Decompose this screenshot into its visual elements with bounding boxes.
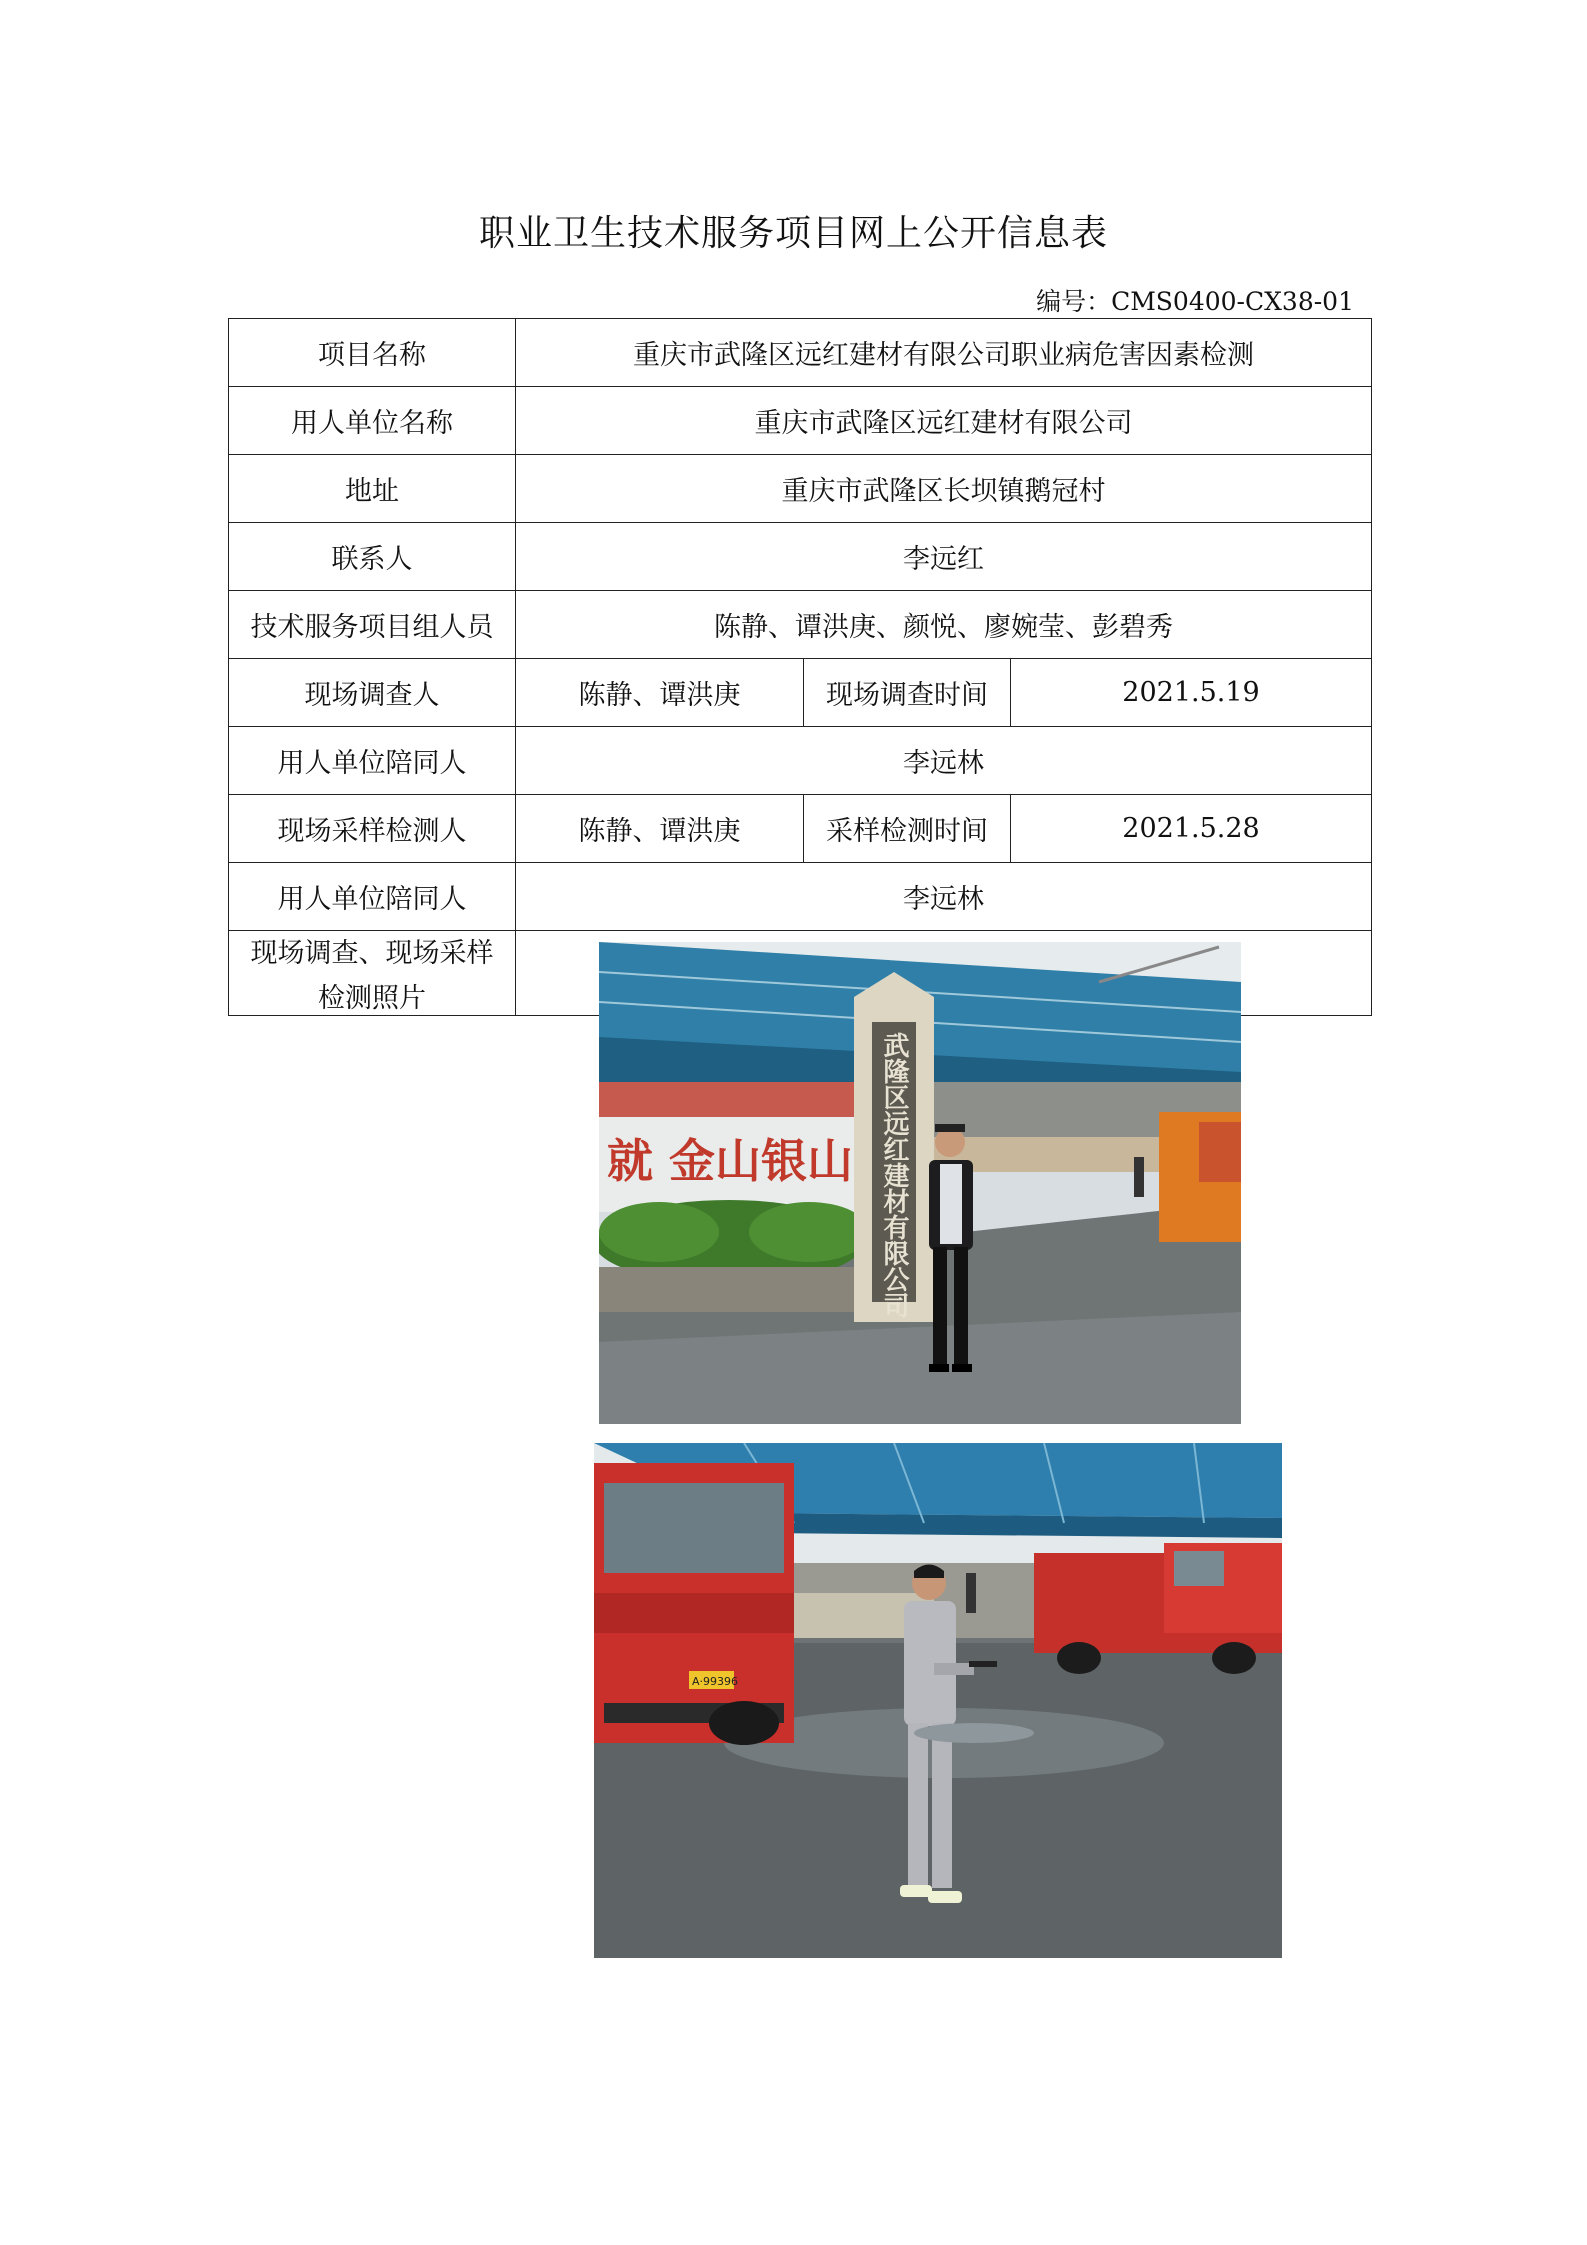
- contact-value: 李远红: [516, 523, 1372, 591]
- sampling-photo-image: [594, 1443, 1282, 1958]
- sampling-escort-label: 用人单位陪同人: [229, 863, 516, 931]
- sampling-value: 陈静、谭洪庚: [516, 795, 804, 863]
- contact-label: 联系人: [229, 523, 516, 591]
- company-sign: 武隆区远红建材有限公司: [879, 1032, 909, 1318]
- info-table: [228, 318, 1372, 1688]
- survey-time-label: 现场调查时间: [804, 659, 1011, 727]
- team-label: 技术服务项目组人员: [229, 591, 516, 659]
- sampling-label: 现场采样检测人: [229, 795, 516, 863]
- photos-label-line1: 现场调查、现场采样: [250, 938, 494, 969]
- project-name-label: 项目名称: [229, 319, 516, 387]
- survey-photo-image: [599, 942, 1241, 1424]
- address-value: 重庆市武隆区长坝镇鹅冠村: [516, 455, 1372, 523]
- survey-value: 陈静、谭洪庚: [516, 659, 804, 727]
- photos-label-line2: 检测照片: [318, 983, 426, 1014]
- survey-label: 现场调查人: [229, 659, 516, 727]
- document-number: 编号：CMS0400-CX38-01: [1036, 287, 1354, 316]
- employer-name-value: 重庆市武隆区远红建材有限公司: [516, 387, 1372, 455]
- row-contact: [229, 523, 1372, 591]
- row-survey-escort: [229, 727, 1372, 795]
- row-photos: [229, 931, 1372, 1016]
- row-address: [229, 455, 1372, 523]
- truck-plate: A·99396: [692, 1675, 739, 1688]
- sampling-escort-value: 李远林: [516, 863, 1372, 931]
- sampling-photo: [594, 1443, 1282, 1958]
- address-label: 地址: [229, 455, 516, 523]
- row-sampling: [229, 795, 1372, 863]
- row-employer-name: [229, 387, 1372, 455]
- row-project-name: [229, 319, 1372, 387]
- page-title: 职业卫生技术服务项目网上公开信息表: [478, 213, 1108, 254]
- survey-escort-value: 李远林: [516, 727, 1372, 795]
- photos-label: [229, 931, 516, 1016]
- wall-slogan: 就 金山银山: [607, 1134, 854, 1188]
- sampling-time-label: 采样检测时间: [804, 795, 1011, 863]
- sampling-time-value: 2021.5.28: [1011, 795, 1372, 863]
- survey-escort-label: 用人单位陪同人: [229, 727, 516, 795]
- team-value: 陈静、谭洪庚、颜悦、廖婉莹、彭碧秀: [516, 591, 1372, 659]
- photos-cell: [516, 931, 1372, 1688]
- row-team: [229, 591, 1372, 659]
- project-name-value: 重庆市武隆区远红建材有限公司职业病危害因素检测: [516, 319, 1372, 387]
- survey-time-value: 2021.5.19: [1011, 659, 1372, 727]
- row-sampling-escort: [229, 863, 1372, 931]
- survey-photo: [599, 942, 1241, 1424]
- row-survey: [229, 659, 1372, 727]
- employer-name-label: 用人单位名称: [229, 387, 516, 455]
